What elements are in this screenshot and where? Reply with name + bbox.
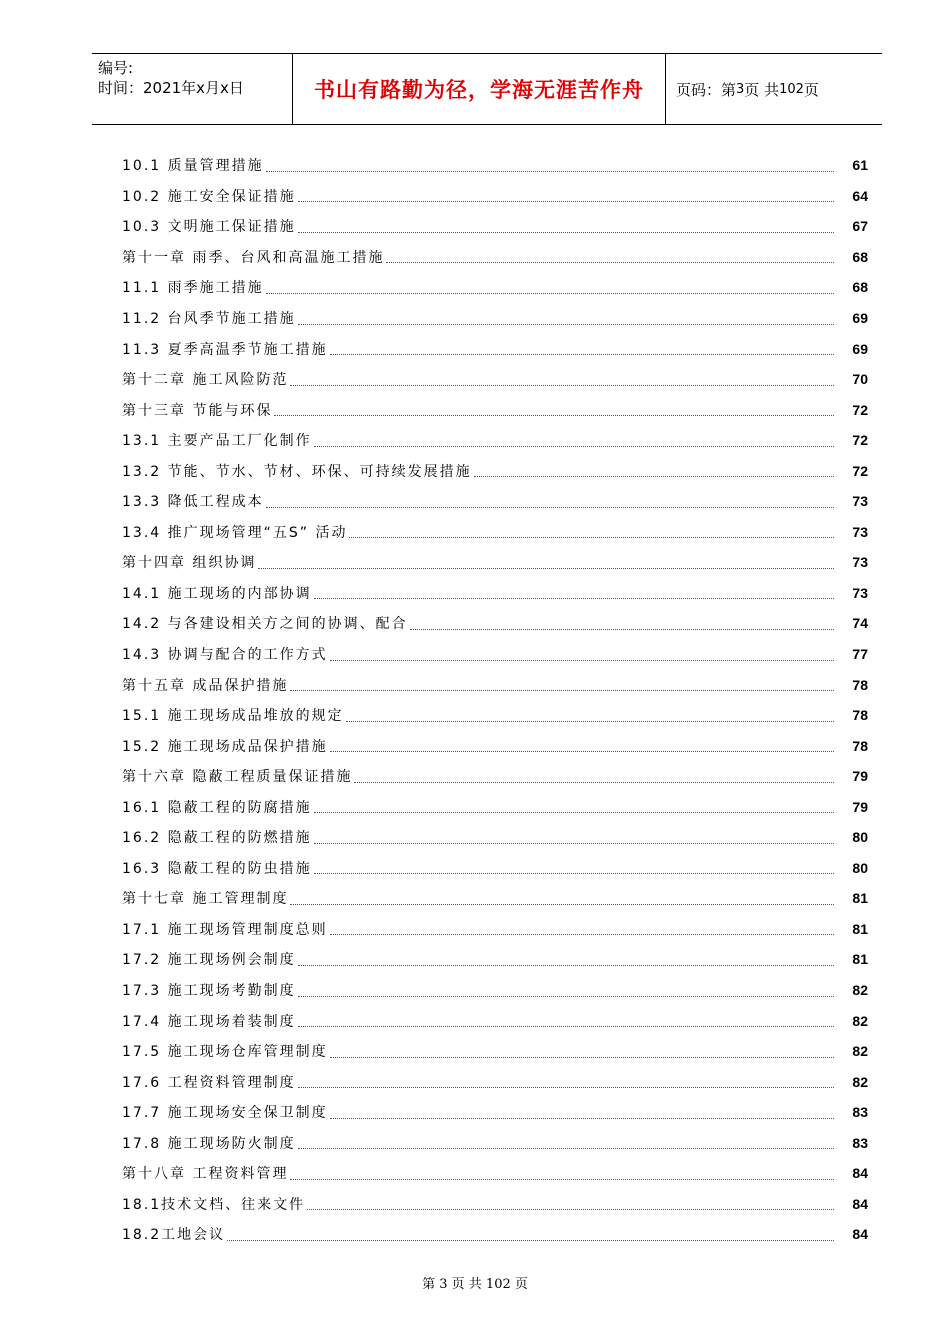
toc-entry-page: 82 [852, 1073, 868, 1090]
toc-dot-leader [290, 690, 834, 691]
toc-entry[interactable] [122, 608, 868, 639]
page-number: 3 [736, 81, 745, 97]
toc-dot-leader [290, 904, 834, 905]
toc-entry[interactable] [122, 333, 868, 364]
toc-entry[interactable] [122, 517, 868, 548]
toc-entry-label: 14.3 协调与配合的工作方式 [122, 647, 328, 664]
toc-entry-label: 第十五章 成品保护措施 [122, 677, 289, 694]
page-suffix: 页 [803, 80, 819, 99]
toc-entry-label: 第十四章 组织协调 [122, 555, 257, 572]
toc-entry-label: 13.1 主要产品工厂化制作 [122, 433, 312, 450]
time-label: 时间：2021年x月x日 [98, 79, 244, 97]
toc-entry-label: 17.3 施工现场考勤制度 [122, 983, 296, 1000]
toc-entry-page: 78 [852, 737, 868, 754]
toc-entry-label: 14.2 与各建设相关方之间的协调、配合 [122, 616, 408, 633]
toc-dot-leader [307, 1209, 834, 1210]
toc-dot-leader [298, 996, 834, 997]
toc-entry-label: 11.1 雨季施工措施 [122, 280, 264, 297]
toc-entry-page: 81 [852, 951, 868, 968]
toc-dot-leader [314, 446, 834, 447]
toc-entry-label: 13.2 节能、节水、节材、环保、可持续发展措施 [122, 463, 472, 480]
toc-entry-page: 78 [852, 707, 868, 724]
toc-entry[interactable] [122, 578, 868, 609]
toc-dot-leader [386, 262, 834, 263]
toc-entry[interactable] [122, 303, 868, 334]
toc-entry[interactable] [122, 272, 868, 303]
toc-dot-leader [330, 354, 834, 355]
header-info-cell [92, 54, 292, 124]
toc-entry-page: 73 [852, 523, 868, 540]
toc-entry-label: 11.2 台风季节施工措施 [122, 311, 296, 327]
toc-entry-label: 17.5 施工现场仓库管理制度 [122, 1044, 328, 1061]
toc-entry-label: 第十八章 工程资料管理 [122, 1166, 289, 1183]
toc-dot-leader [290, 1179, 834, 1180]
toc-entry-page: 84 [852, 1226, 868, 1243]
toc-dot-leader [298, 965, 834, 966]
toc-entry-page: 79 [852, 768, 868, 785]
toc-dot-leader [266, 507, 834, 508]
toc-entry-page: 67 [852, 218, 868, 235]
toc-dot-leader [298, 1087, 834, 1088]
toc-dot-leader [266, 171, 834, 172]
toc-entry-label: 第十七章 施工管理制度 [122, 891, 289, 908]
toc-entry-label: 17.7 施工现场安全保卫制度 [122, 1105, 328, 1122]
toc-entry-page: 73 [852, 554, 868, 571]
toc-entry-page: 61 [852, 157, 868, 174]
toc-entry[interactable] [122, 1158, 868, 1189]
toc-entry-label: 13.4 推广现场管理“五S” 活动 [122, 524, 348, 541]
toc-entry-label: 11.3 夏季高温季节施工措施 [122, 341, 328, 358]
toc-entry-label: 13.3 降低工程成本 [122, 494, 264, 511]
page-total: 102 [779, 81, 804, 97]
header-page-cell [666, 54, 882, 124]
toc-entry-page: 69 [852, 340, 868, 357]
toc-dot-leader [298, 1026, 834, 1027]
toc-dot-leader [314, 812, 834, 813]
toc-entry[interactable] [122, 486, 868, 517]
toc-entry-label: 17.4 施工现场着装制度 [122, 1013, 296, 1030]
page-mid: 页 共 [744, 80, 780, 99]
toc-entry[interactable] [122, 1066, 868, 1097]
toc-entry-page: 70 [852, 371, 868, 388]
toc-entry-page: 79 [852, 798, 868, 815]
toc-entry-page: 81 [852, 920, 868, 937]
toc-dot-leader [330, 660, 834, 661]
toc-entry-page: 84 [852, 1165, 868, 1182]
toc-entry-label: 10.1 质量管理措施 [122, 158, 264, 175]
toc-entry-page: 81 [852, 890, 868, 907]
toc-entry-page: 74 [852, 615, 868, 632]
toc-entry[interactable] [122, 181, 868, 212]
toc-entry-label: 14.1 施工现场的内部协调 [122, 585, 312, 602]
toc-entry[interactable] [122, 425, 868, 456]
toc-entry[interactable] [122, 1219, 868, 1250]
toc-entry[interactable] [122, 700, 868, 731]
toc-entry-label: 16.2 隐蔽工程的防燃措施 [122, 830, 312, 847]
toc-entry-page: 82 [852, 1043, 868, 1060]
toc-entry[interactable] [122, 883, 868, 914]
toc-entry[interactable] [122, 761, 868, 792]
toc-entry-page: 72 [852, 401, 868, 418]
toc-dot-leader [314, 873, 834, 874]
toc-entry[interactable] [122, 730, 868, 761]
toc-entry-label: 17.8 施工现场防火制度 [122, 1135, 296, 1152]
toc-entry[interactable] [122, 1005, 868, 1036]
toc-entry[interactable] [122, 211, 868, 242]
toc-entry-label: 17.2 施工现场例会制度 [122, 952, 296, 969]
toc-dot-leader [258, 568, 834, 569]
toc-entry[interactable] [122, 639, 868, 670]
toc-entry-page: 77 [852, 646, 868, 663]
toc-entry-label: 17.1 施工现场管理制度总则 [122, 921, 328, 938]
toc-entry-page: 73 [852, 493, 868, 510]
toc-dot-leader [298, 201, 834, 202]
toc-dot-leader [349, 537, 834, 538]
toc-dot-leader [290, 385, 834, 386]
toc-entry-page: 83 [852, 1134, 868, 1151]
toc-entry[interactable] [122, 547, 868, 578]
toc-entry[interactable] [122, 242, 868, 273]
toc-entry[interactable] [122, 150, 868, 181]
toc-dot-leader [354, 782, 834, 783]
toc-entry-page: 78 [852, 676, 868, 693]
toc-entry[interactable] [122, 455, 868, 486]
toc-entry-label: 17.6 工程资料管理制度 [122, 1074, 296, 1091]
toc-entry-label: 16.3 隐蔽工程的防虫措施 [122, 860, 312, 877]
toc-entry[interactable] [122, 975, 868, 1006]
toc-entry[interactable] [122, 1189, 868, 1220]
toc-entry[interactable] [122, 1128, 868, 1159]
toc-entry-label: 第十一章 雨季、台风和高温施工措施 [122, 249, 385, 266]
page-footer: 第 3 页 共 102 页 [422, 1277, 528, 1292]
toc-dot-leader [330, 934, 834, 935]
page-prefix: 页码：第 [676, 80, 737, 99]
toc-entry-page: 68 [852, 248, 868, 265]
toc-entry[interactable] [122, 853, 868, 884]
toc-entry-page: 82 [852, 982, 868, 999]
toc-entry-label: 18.1技术文档、往来文件 [122, 1196, 306, 1213]
toc-entry[interactable] [122, 394, 868, 425]
toc-dot-leader [330, 751, 834, 752]
toc-dot-leader [474, 476, 834, 477]
header-table [92, 53, 882, 125]
toc-entry-page: 82 [852, 1012, 868, 1029]
toc-entry[interactable] [122, 822, 868, 853]
toc-entry-page: 84 [852, 1195, 868, 1212]
number-label: 编号: [98, 59, 134, 77]
toc-entry-page: 69 [852, 310, 868, 326]
toc-entry-label: 15.1 施工现场成品堆放的规定 [122, 708, 344, 725]
toc-entry-page: 72 [852, 432, 868, 449]
toc-entry-page: 73 [852, 584, 868, 601]
toc-entry-page: 72 [852, 462, 868, 479]
toc-entry-label: 10.2 施工安全保证措施 [122, 188, 296, 205]
toc-entry[interactable] [122, 1097, 868, 1128]
toc-dot-leader [314, 843, 834, 844]
toc-entry-page: 83 [852, 1104, 868, 1121]
toc-entry-label: 第十二章 施工风险防范 [122, 372, 289, 389]
toc-entry[interactable] [122, 914, 868, 945]
toc-entry-label: 18.2工地会议 [122, 1227, 226, 1244]
toc-dot-leader [298, 232, 834, 233]
header-slogan: 书山有路勤为径，学海无涯苦作舟 [292, 54, 666, 124]
toc-entry-page: 80 [852, 859, 868, 876]
toc-entry-label: 10.3 文明施工保证措施 [122, 219, 296, 236]
table-of-contents [122, 150, 868, 1250]
toc-dot-leader [274, 415, 834, 416]
toc-dot-leader [266, 293, 834, 294]
toc-dot-leader [298, 324, 834, 325]
toc-dot-leader [314, 598, 834, 599]
toc-entry-label: 第十六章 隐蔽工程质量保证措施 [122, 769, 353, 786]
toc-entry-label: 15.2 施工现场成品保护措施 [122, 738, 328, 755]
toc-dot-leader [227, 1240, 834, 1241]
toc-entry-page: 68 [852, 279, 868, 296]
toc-entry[interactable] [122, 791, 868, 822]
toc-entry[interactable] [122, 669, 868, 700]
toc-dot-leader [330, 1118, 834, 1119]
toc-entry-page: 80 [852, 829, 868, 846]
toc-entry-label: 16.1 隐蔽工程的防腐措施 [122, 799, 312, 816]
toc-dot-leader [410, 629, 834, 630]
toc-dot-leader [298, 1148, 834, 1149]
toc-entry-label: 第十三章 节能与环保 [122, 402, 273, 419]
toc-entry[interactable] [122, 944, 868, 975]
toc-dot-leader [346, 721, 834, 722]
toc-entry-page: 64 [852, 187, 868, 204]
toc-dot-leader [330, 1057, 834, 1058]
toc-entry[interactable] [122, 1036, 868, 1067]
toc-entry[interactable] [122, 364, 868, 395]
